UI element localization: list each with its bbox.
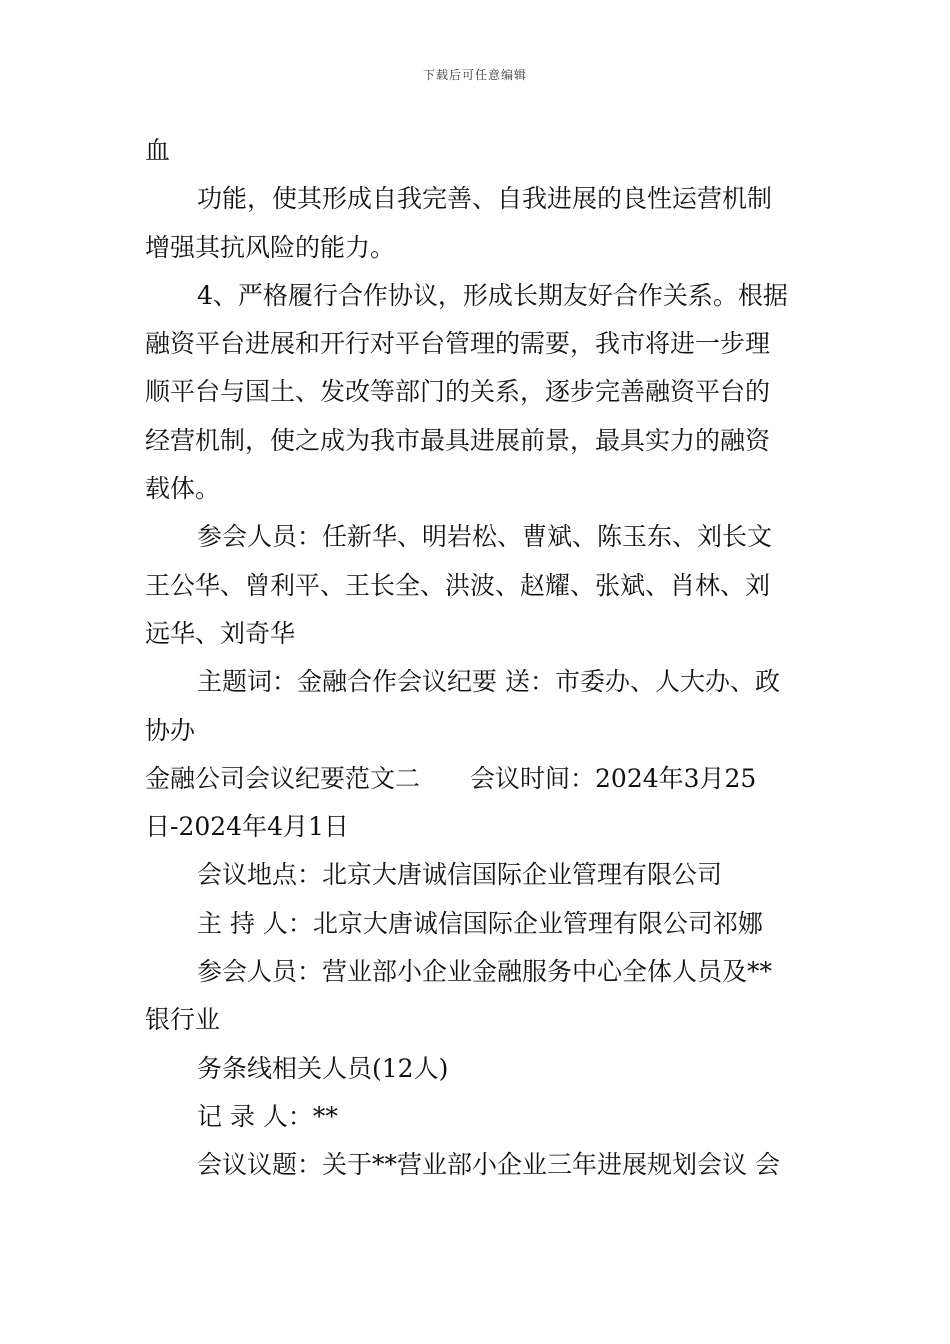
text-line: 金融公司会议纪要范文二 会议时间：2024年3月25 <box>145 763 757 793</box>
text-line: 参会人员：任新华、明岩松、曹斌、陈玉东、刘长文 <box>197 522 773 552</box>
text-line: 务条线相关人员(12人) <box>197 1053 449 1083</box>
text-line: 记 录 人：** <box>197 1101 338 1131</box>
text-line: 主 持 人：北京大唐诚信国际企业管理有限公司祁娜 <box>197 908 763 938</box>
text-line: 参会人员：营业部小企业金融服务中心全体人员及** <box>197 957 773 987</box>
text-line: 协办 <box>145 715 196 745</box>
text-line: 增强其抗风险的能力。 <box>145 232 396 262</box>
text-line: 会议议题：关于**营业部小企业三年进展规划会议 会 <box>197 1150 780 1180</box>
text-line: 王公华、曾利平、王长全、洪波、赵耀、张斌、肖林、刘 <box>145 570 771 600</box>
text-line: 融资平台进展和开行对平台管理的需要，我市将进一步理 <box>145 329 771 359</box>
text-line: 功能，使其形成自我完善、自我进展的良性运营机制 <box>197 184 773 214</box>
text-line: 远华、刘奇华 <box>145 618 296 648</box>
text-line: 会议地点：北京大唐诚信国际企业管理有限公司 <box>197 860 723 890</box>
text-line: 载体。 <box>145 474 221 504</box>
text-line: 银行业 <box>145 1005 221 1035</box>
text-line: 4、严格履行合作协议，形成长期友好合作关系。根据 <box>197 280 788 310</box>
text-line: 日-2024年4月1日 <box>145 812 349 842</box>
text-line: 主题词：金融合作会议纪要 送：市委办、人大办、政 <box>197 667 780 697</box>
page-header-note: 下载后可任意编辑 <box>422 68 527 82</box>
document-body <box>145 127 815 1190</box>
text-line: 血 <box>145 136 171 165</box>
text-line: 顺平台与国土、发改等部门的关系，逐步完善融资平台的 <box>145 377 771 407</box>
text-line: 经营机制，使之成为我市最具进展前景，最具实力的融资 <box>145 425 771 455</box>
